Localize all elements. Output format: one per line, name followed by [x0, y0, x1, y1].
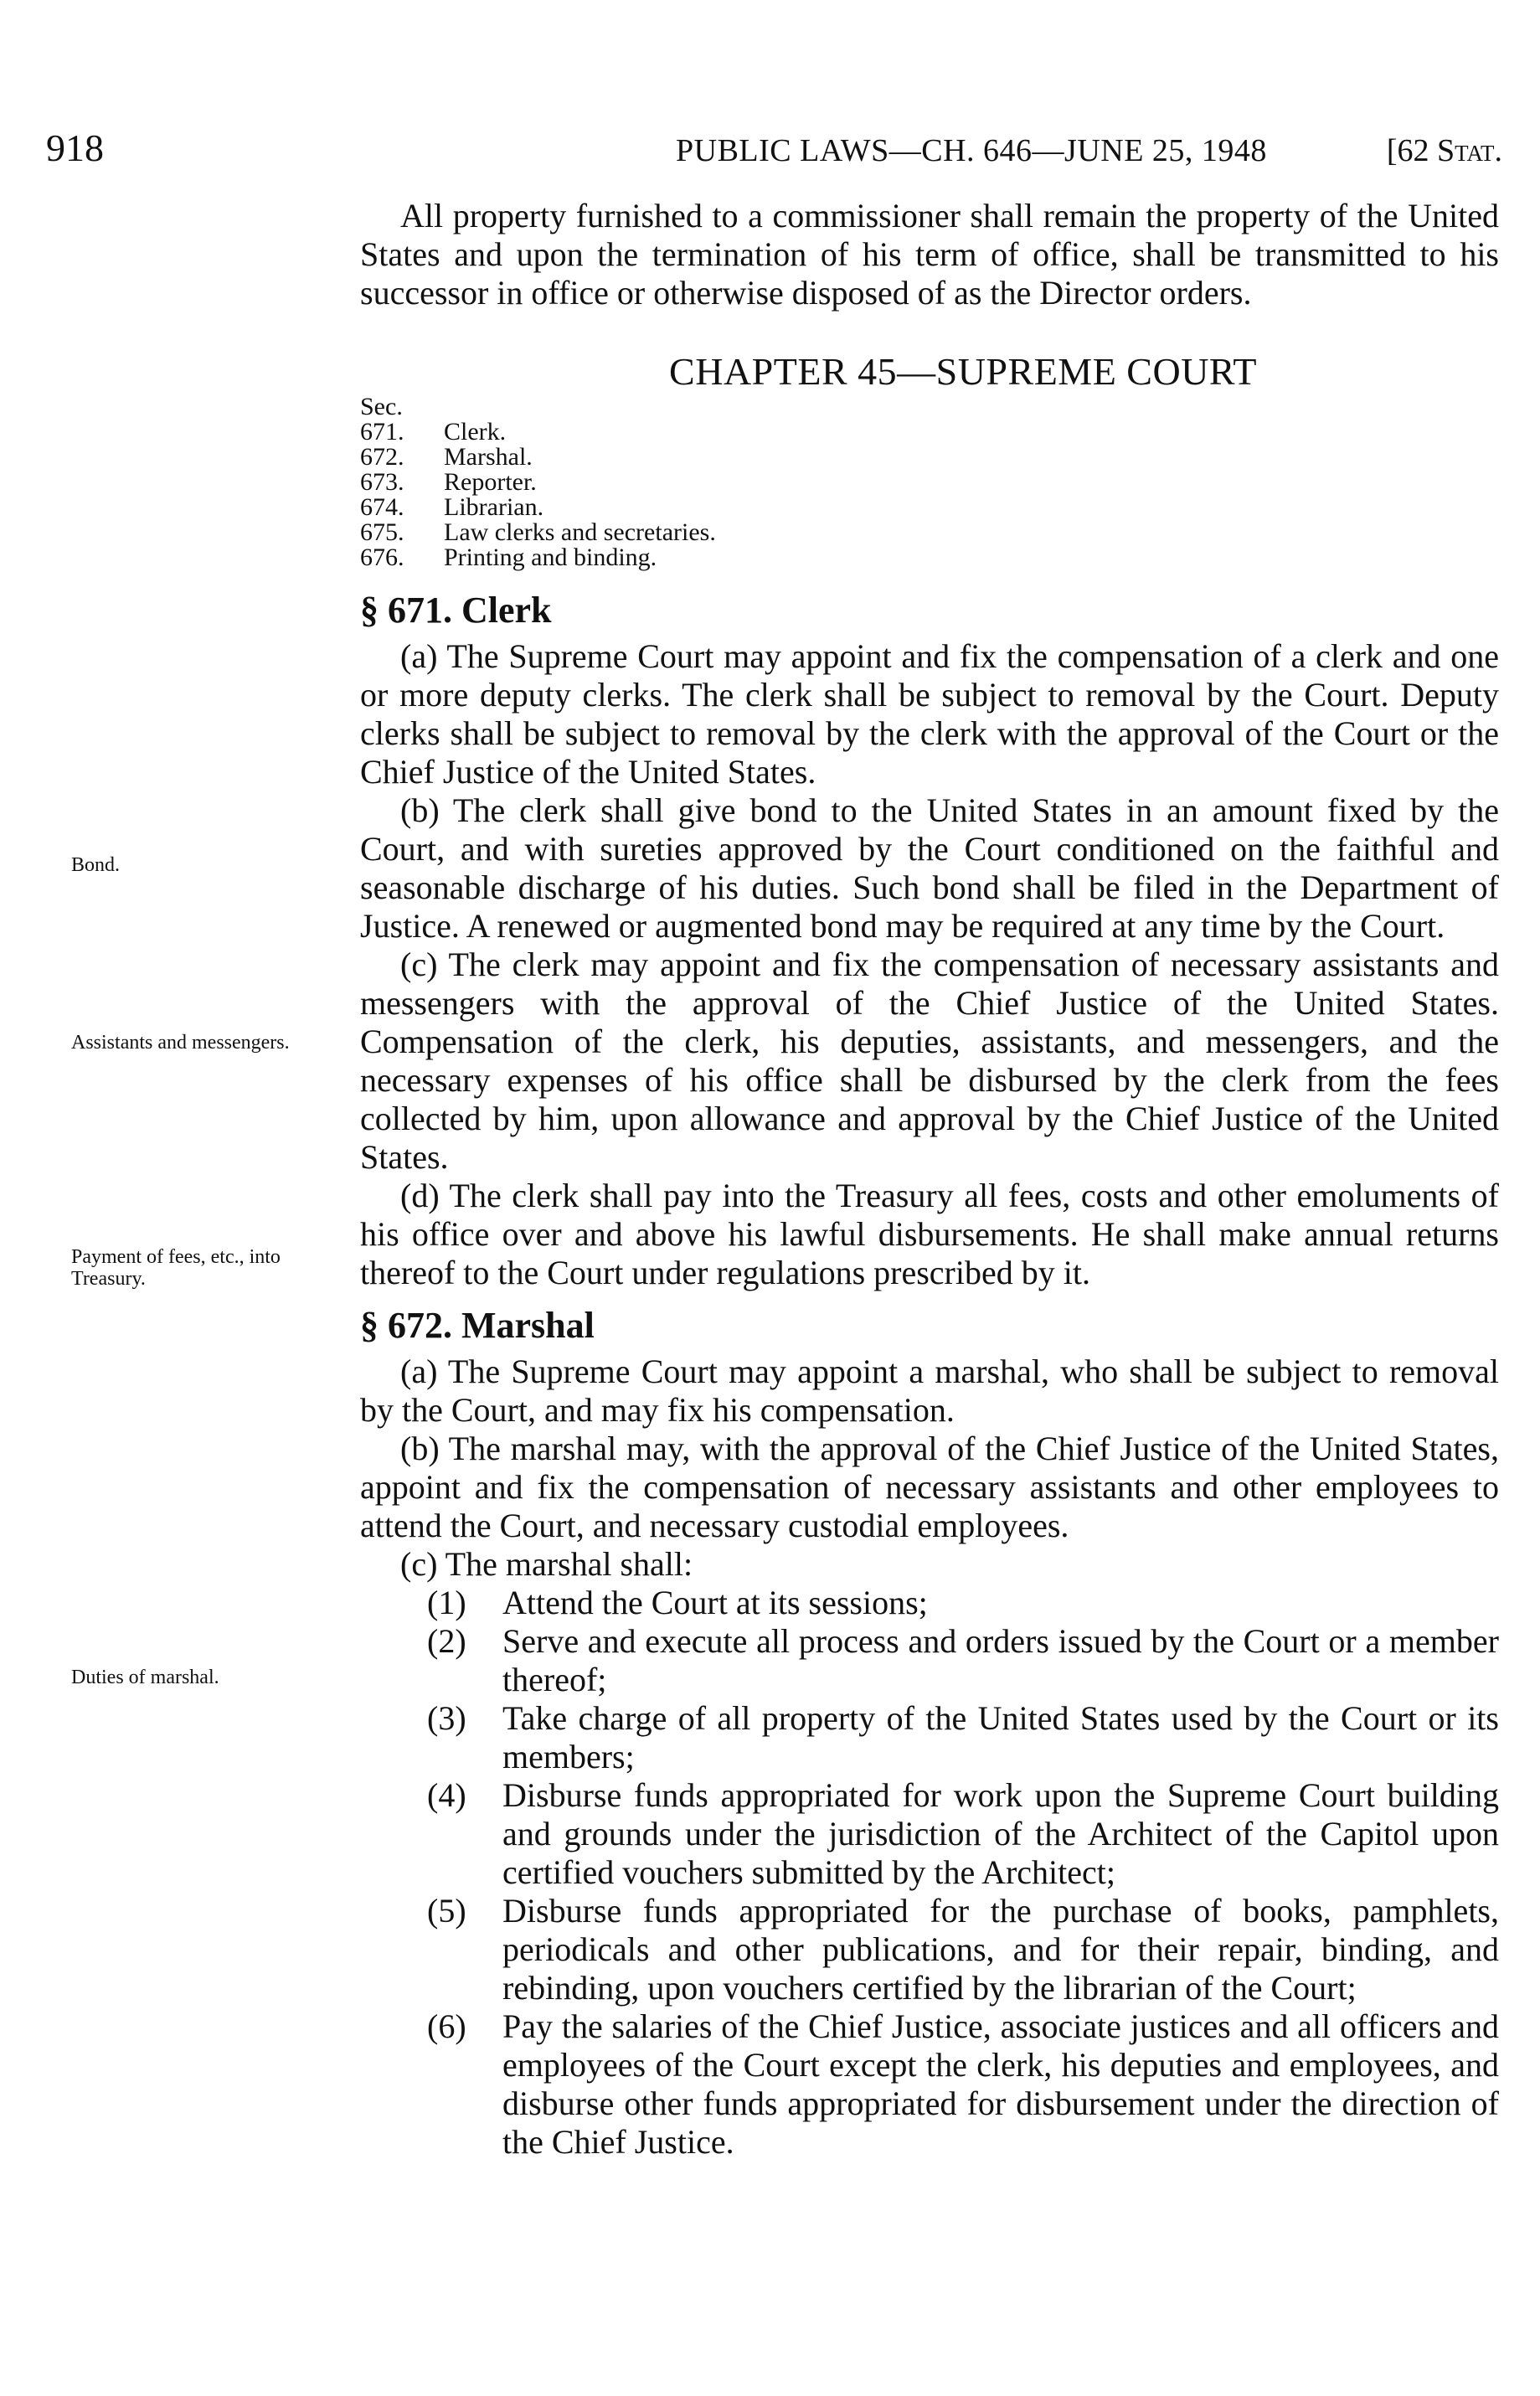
list-marker: (3)	[427, 1699, 466, 1737]
contents-title: Clerk.	[444, 418, 507, 446]
list-text: Take charge of all property of the United States used by the Court or its members;	[502, 1699, 1499, 1775]
contents-number: 674.	[360, 493, 404, 521]
section-671-d: (d) The clerk shall pay into the Treasury all fees, costs and other emoluments of his office over and above his lawful disbursements. He shall make annual returns thereof to the Court under regulations prescribed by it.	[360, 1177, 1499, 1291]
margin-note-bond: Bond.	[71, 854, 121, 876]
list-text: Disburse funds appropriated for work upon the Supreme Court building and grounds under the jurisdiction of the Architect of the Capitol upon certified vouchers submitted by the Architect;	[502, 1776, 1499, 1891]
statute-reference	[1387, 132, 1502, 169]
section-671-heading: § 671. Clerk	[360, 590, 552, 631]
sec-label: Sec.	[360, 393, 403, 420]
margin-note-assistants: Assistants and messengers.	[71, 1032, 290, 1054]
contents-row	[360, 545, 1499, 570]
section-672-b: (b) The marshal may, with the approval of the Chief Justice of the United States, appoint and fix the compensation of necessary assistants and other employees to attend the Court, and necessary custodial employees.	[360, 1430, 1499, 1544]
section-672-c-intro: (c) The marshal shall:	[400, 1545, 693, 1583]
chapter-contents	[360, 394, 1499, 570]
list-text: Serve and execute all process and orders issued by the Court or a member thereof;	[502, 1622, 1499, 1698]
list-text: Pay the salaries of the Chief Justice, associate justices and all officers and employees of the Court except the clerk, his deputies and employees, and disburse other funds appropriated for disbursement under the direction of the Chief Justice.	[502, 2007, 1499, 2161]
statute-volume: [62	[1386, 133, 1429, 168]
chapter-title: CHAPTER 45—SUPREME COURT	[669, 350, 1257, 393]
margin-note-duties: Duties of marshal.	[71, 1667, 219, 1688]
list-marker: (6)	[427, 2007, 466, 2045]
contents-number: 673.	[360, 468, 404, 496]
list-text: Disburse funds appropriated for the purchase of books, pamphlets, periodicals and other publications, and for their repair, binding, and rebinding, upon vouchers certified by the librarian of the Court;	[502, 1892, 1499, 2007]
section-671-a: (a) The Supreme Court may appoint and fix the compensation of a clerk and one or more deputy clerks. The clerk shall be subject to removal by the Court. Deputy clerks shall be subject to removal by the clerk with the approval of the Court or the Chief Justice of the United States.	[360, 637, 1499, 791]
section-671-b: (b) The clerk shall give bond to the United States in an amount fixed by the Court, and with sureties approved by the Court conditioned on the faithful and seasonable discharge of his duties. Such bond shall be filed in the Department of Justice. A renewed or augmented bond may be required at any time by the Court.	[360, 791, 1499, 945]
page-header	[46, 126, 1502, 167]
contents-row	[360, 470, 1499, 495]
section-671-c: (c) The clerk may appoint and fix the compensation of necessary assistants and messengers with the approval of the Chief Justice of the United States. Compensation of the clerk, his deputies, assistants, and messengers, and the necessary expenses of his office shall be disbursed by the clerk from the fees collected by him, upon allowance and approval by the Chief Justice of the United States.	[360, 946, 1499, 1176]
section-672-a: (a) The Supreme Court may appoint a marshal, who shall be subject to removal by the Court, and may fix his compensation.	[360, 1353, 1499, 1429]
list-marker: (4)	[427, 1776, 466, 1814]
running-head: PUBLIC LAWS—CH. 646—JUNE 25, 1948	[676, 133, 1267, 168]
list-item	[360, 1892, 1499, 2007]
list-item	[360, 1584, 1499, 1622]
contents-number: 671.	[360, 418, 404, 446]
contents-title: Librarian.	[444, 493, 544, 521]
list-text: Attend the Court at its sessions;	[502, 1584, 928, 1621]
list-marker: (5)	[427, 1892, 466, 1930]
main-text	[360, 197, 1499, 2162]
list-item	[360, 1699, 1499, 1776]
contents-title: Marshal.	[444, 443, 533, 471]
section-672-heading: § 672. Marshal	[360, 1305, 595, 1346]
contents-row	[360, 520, 1499, 545]
list-marker: (2)	[427, 1622, 466, 1660]
list-marker: (1)	[427, 1584, 466, 1621]
contents-title: Reporter.	[444, 468, 537, 496]
margin-note-payment: Payment of fees, etc., into Treasury.	[71, 1246, 281, 1290]
intro-paragraph: All property furnished to a commissioner shall remain the property of the United States and upon the termination of his term of office, shall be transmitted to his successor in office or otherwise disposed of as the Director orders.	[360, 197, 1499, 312]
page-number: 918	[46, 126, 104, 169]
contents-row	[360, 495, 1499, 520]
contents-number: 675.	[360, 518, 404, 546]
contents-row	[360, 420, 1499, 445]
contents-row	[360, 445, 1499, 470]
contents-number: 676.	[360, 544, 404, 571]
contents-title: Printing and binding.	[444, 544, 657, 571]
contents-title: Law clerks and secretaries.	[444, 518, 716, 546]
contents-number: 672.	[360, 443, 404, 471]
statute-abbrev: Stat.	[1437, 133, 1502, 168]
marshal-duties-list	[360, 1584, 1499, 2162]
list-item	[360, 1622, 1499, 1699]
list-item	[360, 2007, 1499, 2162]
list-item	[360, 1776, 1499, 1892]
